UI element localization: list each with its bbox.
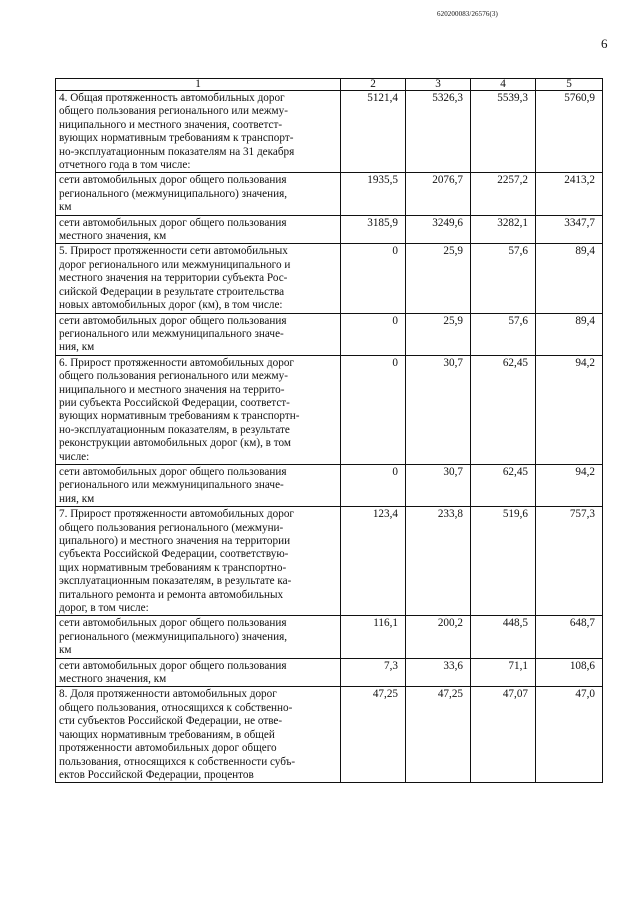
indicator-description [56,91,341,173]
value-cell: 7,3 [341,658,406,687]
value-cell: 0 [341,355,406,464]
value-cell: 33,6 [406,658,471,687]
value-cell: 116,1 [341,616,406,658]
indicators-table [55,78,603,783]
value-cell: 47,07 [471,687,536,783]
description-line: регионального (межмуниципального) значения, [59,630,288,643]
description-line: местного значения, км [59,673,167,686]
description-line: но-эксплуатационным показателям на 31 декабря [59,145,295,158]
column-header: 1 [56,79,341,91]
document-code: 620200083/26576(3) [437,10,498,18]
description-line: сети автомобильных дорог общего пользования [59,174,287,187]
description-line: общего пользования регионального или межму- [59,105,288,118]
indicator-description [56,507,341,616]
description-line: рии субъекта Российской Федерации, соответст- [59,396,290,409]
description-line: ектов Российской Федерации, процентов [59,768,254,781]
indicator-description [56,355,341,464]
value-cell: 3282,1 [471,215,536,244]
description-line: щих нормативным требованиям к транспортно- [59,561,287,574]
description-line: км [59,644,72,657]
description-line: новых автомобильных дорог (км), в том числе: [59,299,283,312]
column-header: 3 [406,79,471,91]
description-line: местного значения на территории субъекта Рос- [59,272,288,285]
description-line: реконструкции автомобильных дорог (км), в том [59,437,291,450]
value-cell: 648,7 [536,616,603,658]
description-line: дорог, в том числе: [59,602,149,615]
value-cell: 2413,2 [536,173,603,215]
value-cell: 3347,7 [536,215,603,244]
description-line: сийской Федерации в результате строительства [59,285,285,298]
value-cell: 757,3 [536,507,603,616]
description-line: сети автомобильных дорог общего пользования [59,314,287,327]
description-line: субъекта Российской Федерации, соответствую- [59,548,289,561]
description-line: ния, км [59,341,95,354]
description-line: числе: [59,450,90,463]
value-cell: 5760,9 [536,91,603,173]
description-line: регионального или межмуниципального значе- [59,327,284,340]
value-cell: 62,45 [471,355,536,464]
description-line: вующих нормативным требованиям к транспорт- [59,132,294,145]
column-header: 2 [341,79,406,91]
table-row [56,616,603,658]
value-cell: 5539,3 [471,91,536,173]
description-line: регионального (межмуниципального) значения, [59,187,288,200]
table-row [56,658,603,687]
value-cell: 25,9 [406,244,471,313]
description-line: ниципального и местного значения, соответст- [59,118,283,131]
page-number: 6 [601,36,608,51]
value-cell: 0 [341,464,406,506]
indicator-description [56,616,341,658]
value-cell: 519,6 [471,507,536,616]
value-cell: 30,7 [406,464,471,506]
description-line: общего пользования регионального или межму- [59,370,288,383]
value-cell: 71,1 [471,658,536,687]
table-row [56,507,603,616]
table-row [56,355,603,464]
description-line: 6. Прирост протяженности автомобильных дорог [59,356,294,369]
description-line: питального ремонта и ремонта автомобильных [59,588,284,601]
value-cell: 123,4 [341,507,406,616]
description-line: чающих нормативным требованиям, в общей [59,728,275,741]
indicator-description [56,464,341,506]
value-cell: 448,5 [471,616,536,658]
column-header: 4 [471,79,536,91]
table-header-row [56,79,603,91]
description-line: ципального) и местного значения на территории [59,535,291,547]
table-row [56,244,603,313]
table-row [56,173,603,215]
value-cell: 25,9 [406,313,471,355]
value-cell: 89,4 [536,313,603,355]
value-cell: 94,2 [536,355,603,464]
value-cell: 89,4 [536,244,603,313]
value-cell: 57,6 [471,244,536,313]
indicator-description [56,244,341,313]
column-header: 5 [536,79,603,91]
value-cell: 2076,7 [406,173,471,215]
description-line: сети автомобильных дорог общего пользования [59,465,287,478]
description-line: сети автомобильных дорог общего пользования [59,659,287,672]
value-cell: 47,25 [406,687,471,783]
value-cell: 5326,3 [406,91,471,173]
value-cell: 94,2 [536,464,603,506]
description-line: регионального или межмуниципального значе- [59,479,284,492]
description-line: местного значения, км [59,230,167,243]
description-line: отчетного года в том числе: [59,159,191,172]
description-line: сети автомобильных дорог общего пользования [59,216,287,229]
value-cell: 62,45 [471,464,536,506]
description-line: эксплуатационным показателям, в результате ка- [59,575,292,588]
value-cell: 3249,6 [406,215,471,244]
value-cell: 0 [341,244,406,313]
description-line: но-эксплуатационным показателям, в результате [59,423,290,436]
value-cell: 108,6 [536,658,603,687]
description-line: вующих нормативным требованиям к транспортн- [59,410,300,423]
description-line: дорог регионального или межмуниципального и [59,258,291,271]
value-cell: 30,7 [406,355,471,464]
value-cell: 200,2 [406,616,471,658]
description-line: 5. Прирост протяженности сети автомобильных [59,245,288,258]
value-cell: 233,8 [406,507,471,616]
description-line: км [59,201,72,214]
description-line: ния, км [59,492,95,505]
description-line: общего пользования, относящихся к собственно- [59,701,293,714]
description-line: пользования, относящихся к собственности субъ- [59,755,296,768]
indicator-description [56,313,341,355]
value-cell: 1935,5 [341,173,406,215]
description-line: общего пользования регионального (межмуни- [59,521,284,534]
table-row [56,464,603,506]
indicator-description [56,173,341,215]
description-line: 4. Общая протяженность автомобильных дорог [59,92,285,104]
table-row [56,313,603,355]
indicator-description [56,687,341,783]
table-row [56,215,603,244]
description-line: протяженности автомобильных дорог общего [59,742,277,755]
indicator-description [56,215,341,244]
value-cell: 3185,9 [341,215,406,244]
description-line: сти субъектов Российской Федерации, не отве- [59,715,283,728]
value-cell: 47,0 [536,687,603,783]
indicator-description [56,658,341,687]
description-line: 8. Доля протяженности автомобильных дорог [59,688,277,701]
value-cell: 0 [341,313,406,355]
description-line: сети автомобильных дорог общего пользования [59,617,287,630]
value-cell: 5121,4 [341,91,406,173]
description-line: 7. Прирост протяженности автомобильных дорог [59,508,294,521]
table-row [56,687,603,783]
value-cell: 2257,2 [471,173,536,215]
table-row [56,91,603,173]
description-line: ниципального и местного значения на террито- [59,383,285,396]
value-cell: 47,25 [341,687,406,783]
value-cell: 57,6 [471,313,536,355]
